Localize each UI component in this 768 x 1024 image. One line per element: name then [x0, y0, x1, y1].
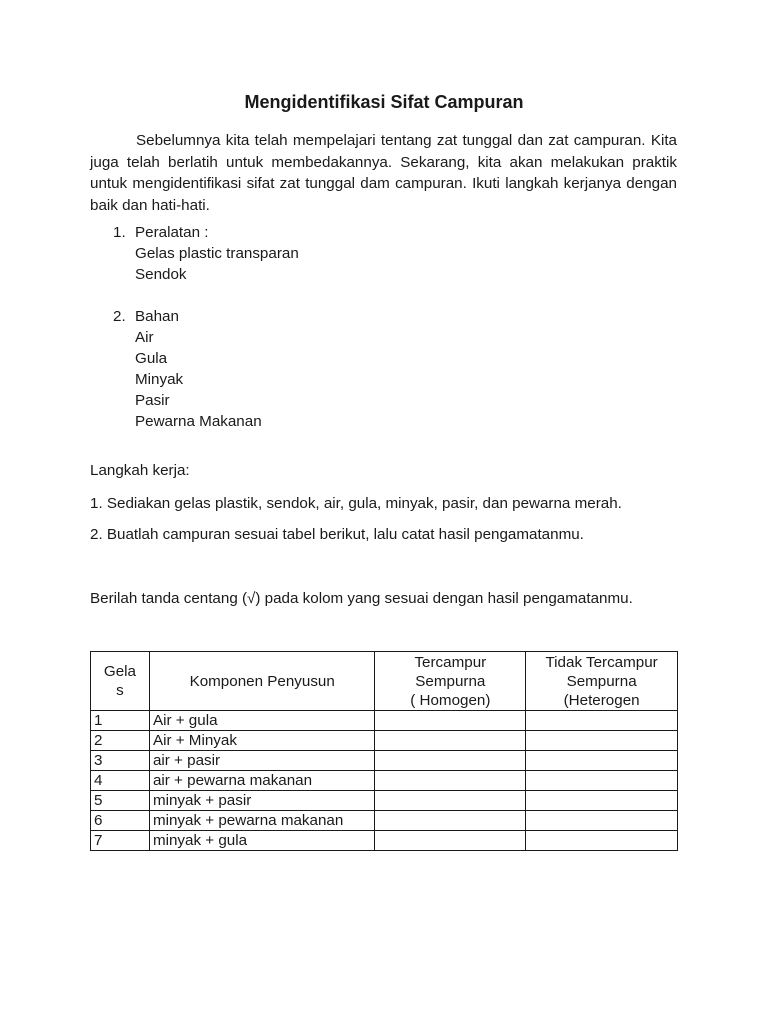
cell-no: 1: [91, 711, 150, 731]
header-gelas: Gela s: [91, 652, 150, 711]
table-row: [91, 831, 678, 851]
cell-homogen[interactable]: [375, 731, 526, 751]
cell-komponen: minyak + pasir: [149, 791, 375, 811]
cell-heterogen[interactable]: [526, 831, 678, 851]
list-item: Air: [135, 329, 154, 346]
cell-homogen[interactable]: [375, 771, 526, 791]
cell-homogen[interactable]: [375, 831, 526, 851]
list-item: Minyak: [135, 371, 184, 388]
header-homogen: Tercampur Sempurna ( Homogen): [375, 652, 526, 711]
cell-homogen[interactable]: [375, 751, 526, 771]
cell-homogen[interactable]: [375, 711, 526, 731]
cell-heterogen[interactable]: [526, 731, 678, 751]
cell-no: 6: [91, 811, 150, 831]
list-item: Pewarna Makanan: [135, 413, 262, 430]
cell-no: 4: [91, 771, 150, 791]
cell-komponen: minyak + pewarna makanan: [149, 811, 375, 831]
table-row: [91, 811, 678, 831]
list-item: Pasir: [135, 392, 170, 409]
cell-no: 5: [91, 791, 150, 811]
intro-paragraph: Sebelumnya kita telah mempelajari tentang zat tunggal dan zat campuran. Kita juga telah berlatih untuk membedakannya. Sekarang, kita akan melakukan praktik untuk mengidentifikasi sifat zat tunggal dam campuran. Ikuti langkah kerjanya dengan baik dan hati-hati.: [90, 132, 677, 214]
list-number: 2.: [113, 308, 126, 325]
list-heading: Peralatan :: [135, 224, 209, 241]
list-item: Sendok: [135, 266, 187, 283]
table-row: [91, 711, 678, 731]
header-komponen: Komponen Penyusun: [149, 652, 375, 711]
cell-komponen: Air + Minyak: [149, 731, 375, 751]
step-2: 2. Buatlah campuran sesuai tabel berikut, lalu catat hasil pengamatanmu.: [90, 526, 584, 543]
list-number: 1.: [113, 224, 126, 241]
page-title: Mengidentifikasi Sifat Campuran: [244, 92, 524, 112]
table-row: [91, 751, 678, 771]
cell-heterogen[interactable]: [526, 751, 678, 771]
list-heading: Bahan: [135, 308, 179, 325]
steps-heading: Langkah kerja:: [90, 462, 190, 479]
header-heterogen: Tidak Tercampur Sempurna (Heterogen: [526, 652, 678, 711]
step-1: 1. Sediakan gelas plastik, sendok, air, gula, minyak, pasir, dan pewarna merah.: [90, 495, 622, 512]
list-item: Gula: [135, 350, 168, 367]
cell-no: 2: [91, 731, 150, 751]
cell-no: 7: [91, 831, 150, 851]
table-header-row: [91, 652, 678, 711]
table-row: [91, 771, 678, 791]
table-row: [91, 791, 678, 811]
cell-no: 3: [91, 751, 150, 771]
cell-heterogen[interactable]: [526, 791, 678, 811]
cell-komponen: Air + gula: [149, 711, 375, 731]
list-item: Gelas plastic transparan: [135, 245, 299, 262]
observation-table: [90, 651, 678, 851]
cell-homogen[interactable]: [375, 791, 526, 811]
cell-komponen: air + pasir: [149, 751, 375, 771]
cell-komponen: minyak + gula: [149, 831, 375, 851]
cell-heterogen[interactable]: [526, 711, 678, 731]
table-row: [91, 731, 678, 751]
cell-heterogen[interactable]: [526, 771, 678, 791]
cell-komponen: air + pewarna makanan: [149, 771, 375, 791]
instruction-text: Berilah tanda centang (√) pada kolom yang sesuai dengan hasil pengamatanmu.: [90, 590, 633, 607]
cell-heterogen[interactable]: [526, 811, 678, 831]
cell-homogen[interactable]: [375, 811, 526, 831]
